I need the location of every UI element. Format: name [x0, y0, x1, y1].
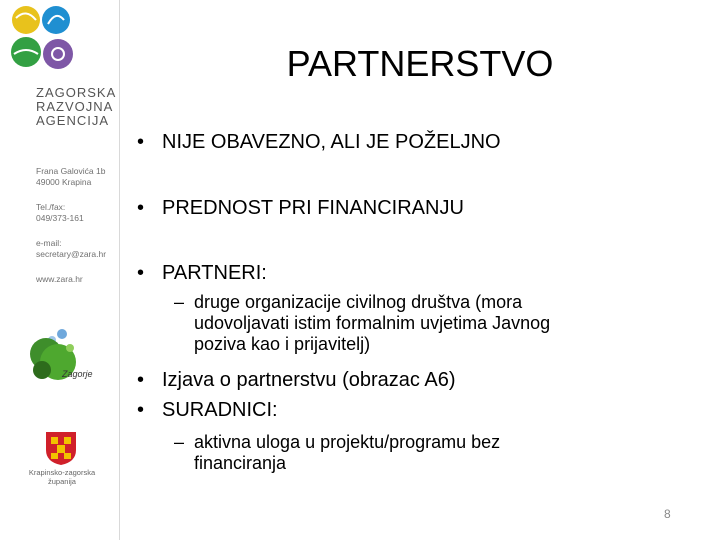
bullet-icon: • [137, 262, 145, 284]
bullet-icon: • [137, 399, 145, 421]
dash-icon: – [174, 432, 185, 452]
zagorje-label: Zagorje [62, 369, 93, 379]
county-name: Krapinsko-zagorska županija [28, 468, 96, 486]
page-number: 8 [664, 507, 671, 521]
dash-icon: – [174, 292, 185, 312]
bullet-icon: • [137, 197, 145, 219]
sidebar [0, 0, 120, 540]
address: Frana Galovića 1b 49000 Krapina [36, 166, 106, 187]
county-crest-icon [44, 430, 78, 466]
email: e-mail: secretary@zara.hr [36, 238, 118, 260]
website-link[interactable]: www.zara.hr [36, 274, 83, 284]
bullet-icon: • [137, 131, 145, 153]
phone: Tel./fax: 049/373-161 [36, 202, 84, 223]
agency-logo [4, 4, 88, 82]
agency-name: ZAGORSKA RAZVOJNA AGENCIJA [36, 85, 117, 128]
bullet-icon: • [137, 369, 145, 391]
slide-title: PARTNERSTVO [286, 43, 554, 84]
email-link[interactable]: secretary@zara.hr [36, 249, 107, 259]
